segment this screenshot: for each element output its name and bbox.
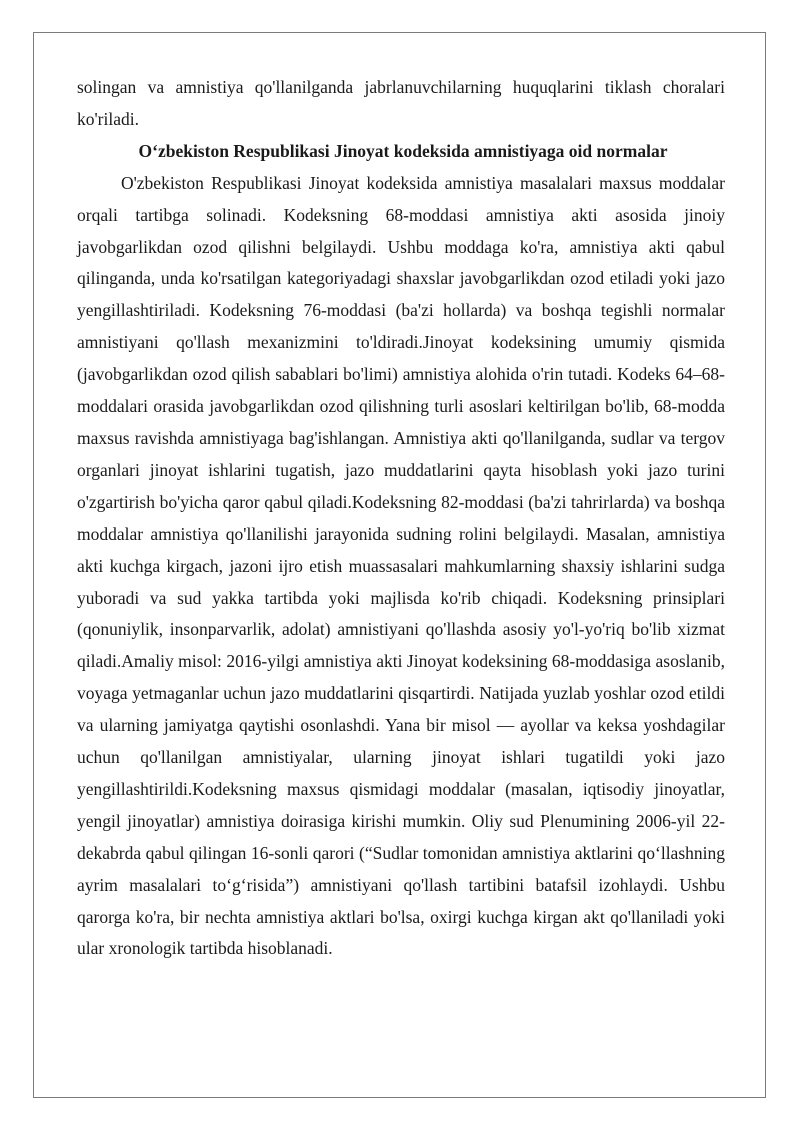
body-paragraph: O'zbekiston Respublikasi Jinoyat kodeksida amnistiya masalalari maxsus moddalar orqali tartibga solinadi. Kodeksning 68-moddasi amnistiya akti asosida jinoiy javobgarlikdan ozod qilishni belgilaydi. Ushbu moddaga ko'ra, amnistiya akti qabul qilinganda, unda ko'rsatilgan kategoriyadagi shaxslar javobgarlikdan ozod etiladi yoki jazo yengillashtiriladi. Kodeksning 76-moddasi (ba'zi hollarda) va boshqa tegishli normalar amnistiyani qo'llash mexanizmini to'ldiradi.Jinoyat kodeksining umumiy qismida (javobgarlikdan ozod qilish sabablari bo'limi) amnistiya alohida o'rin tutadi. Kodeks 64–68-moddalari orasida javobgarlikdan ozod qilishning turli asoslari keltirilgan bo'lib, 68-modda maxsus ravishda amnistiyaga bag'ishlangan. Amnistiya akti qo'llanilganda, sudlar va tergov organlari jinoyat ishlarini tugatish, jazo muddatlarini qayta hisoblash yoki jazo turini o'zgartirish bo'yicha qaror qabul qiladi.Kodeksning 82-moddasi (ba'zi tahrirlarda) va boshqa moddalar amnistiya qo'llanilishi jarayonida sudning rolini belgilaydi. Masalan, amnistiya akti kuchga kirgach, jazoni ijro etish muassasalari mahkumlarning shaxsiy ishlarini sudga yuboradi va sud yakka tartibda yoki majlisda ko'rib chiqadi. Kodeksning prinsiplari (qonuniylik, insonparvarlik, adolat) amnistiyani qo'llashda asosiy yo'l-yo'riq bo'lib xizmat qiladi.Amaliy misol: 2016-yilgi amnistiya akti Jinoyat kodeksining 68-moddasiga asoslanib, voyaga yetmaganlar uchun jazo muddatlarini qisqartirdi. Natijada yuzlab yoshlar ozod etildi va ularning jamiyatga qaytishi osonlashdi. Yana bir misol — ayollar va keksa yoshdagilar uchun qo'llanilgan amnistiyalar, ularning jinoyat ishlari tugatildi yoki jazo yengillashtirildi.Kodeksning maxsus qismidagi moddalar (masalan, iqtisodiy jinoyatlar, yengil jinoyatlar) amnistiya doirasiga kirishi mumkin. Oliy sud Plenumining 2006-yil 22-dekabrda qabul qilingan 16-sonli qarori (“Sudlar tomonidan amnistiya aktlarini qo‘llashning ayrim masalalari to‘g‘risida”) amnistiyani qo'llash tartibini batafsil izohlaydi. Ushbu qarorga ko'ra, bir nechta amnistiya aktlari bo'lsa, oxirgi kuchga kirgan akt qo'llaniladi yoki ular xronologik tartibda hisoblanadi.: [77, 172, 725, 959]
document-body: [77, 72, 725, 965]
continued-paragraph: solingan va amnistiya qo'llanilganda jabrlanuvchilarning huquqlarini tiklash choralari ko'riladi.: [77, 77, 725, 129]
section-heading: O‘zbekiston Respublikasi Jinoyat kodeksida amnistiyaga oid normalar: [138, 140, 668, 161]
